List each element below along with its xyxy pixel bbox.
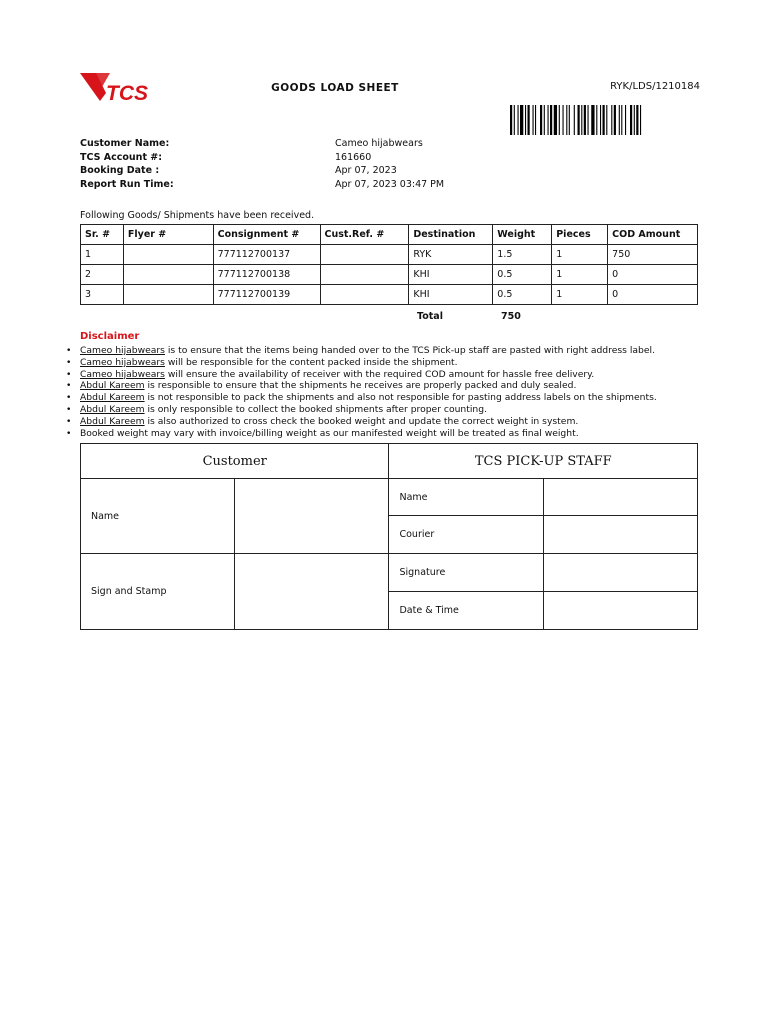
column-header: Destination bbox=[409, 225, 493, 245]
disclaimer-text: is not responsible to pack the shipments and also not responsible for pasting address labels on the shipments. bbox=[144, 392, 657, 404]
customer-heading: Customer bbox=[81, 444, 389, 479]
table-cell: KHI bbox=[409, 285, 493, 305]
table-cell: 0 bbox=[608, 285, 698, 305]
run-time-value: Apr 07, 2023 03:47 PM bbox=[335, 178, 445, 190]
customer-name-field bbox=[234, 479, 389, 554]
customer-sign-field bbox=[234, 554, 389, 630]
disclaimer-text: is to ensure that the items being handed over to the TCS Pick-up staff are pasted with right address label. bbox=[164, 345, 655, 356]
customer-name-value: Cameo hijabwears bbox=[335, 138, 423, 149]
table-row bbox=[81, 285, 698, 305]
column-header: Pieces bbox=[552, 225, 608, 245]
disclaimer-subject: Abdul Kareem bbox=[80, 380, 145, 392]
column-header: Flyer # bbox=[123, 225, 213, 245]
customer-sign-label: Sign and Stamp bbox=[81, 554, 235, 630]
account-label: TCS Account #: bbox=[80, 151, 163, 163]
table-cell: RYK bbox=[409, 245, 493, 265]
column-header: Weight bbox=[493, 225, 552, 245]
run-time-label: Report Run Time: bbox=[80, 178, 174, 190]
table-row bbox=[81, 245, 698, 265]
list-item bbox=[80, 428, 720, 440]
table-cell bbox=[320, 245, 409, 265]
disclaimer-title: Disclaimer bbox=[80, 331, 140, 342]
signoff-table bbox=[80, 443, 698, 630]
disclaimer-subject: Cameo hijabwears bbox=[80, 368, 165, 380]
table-cell: 3 bbox=[81, 285, 124, 305]
table-cell: 1 bbox=[81, 245, 124, 265]
list-item bbox=[80, 357, 720, 369]
staff-signature-label: Signature bbox=[389, 554, 544, 592]
logo-text: TCS bbox=[106, 82, 148, 105]
column-header: COD Amount bbox=[608, 225, 698, 245]
customer-info-values bbox=[335, 137, 444, 191]
total-value: 750 bbox=[501, 311, 521, 322]
list-item bbox=[80, 404, 720, 416]
document-reference: RYK/LDS/1210184 bbox=[610, 81, 700, 92]
table-cell: 777112700138 bbox=[213, 265, 320, 285]
list-item bbox=[80, 380, 720, 392]
table-cell bbox=[320, 285, 409, 305]
customer-name-label: Customer Name: bbox=[80, 138, 170, 149]
table-cell: 777112700137 bbox=[213, 245, 320, 265]
table-cell: 750 bbox=[608, 245, 698, 265]
staff-courier-field bbox=[544, 516, 698, 554]
staff-name-label: Name bbox=[389, 479, 544, 516]
table-cell: KHI bbox=[409, 265, 493, 285]
disclaimer-text: will ensure the availability of receiver with the required COD amount for hassle free delivery. bbox=[164, 368, 595, 380]
customer-name-label: Name bbox=[81, 479, 235, 554]
disclaimer-list bbox=[80, 345, 720, 439]
disclaimer-subject: Abdul Kareem bbox=[80, 403, 145, 415]
account-value: 161660 bbox=[335, 151, 372, 163]
list-item bbox=[80, 345, 720, 357]
table-row bbox=[81, 265, 698, 285]
disclaimer-subject: Cameo hijabwears bbox=[80, 345, 165, 356]
list-item bbox=[80, 392, 720, 404]
total-label: Total bbox=[417, 311, 443, 322]
table-cell: 0.5 bbox=[493, 285, 552, 305]
staff-heading: TCS PICK-UP STAFF bbox=[389, 444, 698, 479]
table-cell bbox=[123, 245, 213, 265]
page-title: GOODS LOAD SHEET bbox=[271, 82, 399, 94]
table-cell: 2 bbox=[81, 265, 124, 285]
list-item bbox=[80, 369, 720, 381]
table-cell bbox=[320, 265, 409, 285]
staff-courier-label: Courier bbox=[389, 516, 544, 554]
disclaimer-text: will be responsible for the content packed inside the shipment. bbox=[164, 356, 458, 368]
list-item bbox=[80, 416, 720, 428]
disclaimer-text: is also authorized to cross check the booked weight and update the correct weight in system. bbox=[144, 415, 579, 427]
table-cell: 0.5 bbox=[493, 265, 552, 285]
shipments-table bbox=[80, 224, 698, 305]
disclaimer-subject: Cameo hijabwears bbox=[80, 356, 165, 368]
disclaimer-subject: Abdul Kareem bbox=[80, 392, 145, 404]
column-header: Cust.Ref. # bbox=[320, 225, 409, 245]
column-header: Sr. # bbox=[81, 225, 124, 245]
table-cell: 777112700139 bbox=[213, 285, 320, 305]
disclaimer-text: is responsible to ensure that the shipments he receives are properly packed and duly sealed. bbox=[144, 380, 577, 392]
staff-datetime-field bbox=[544, 592, 698, 630]
disclaimer-text: Booked weight may vary with invoice/billing weight as our manifested weight will be treated as final weight. bbox=[80, 427, 579, 439]
table-cell: 1 bbox=[552, 245, 608, 265]
booking-date-value: Apr 07, 2023 bbox=[335, 165, 397, 176]
barcode bbox=[510, 105, 690, 135]
staff-datetime-label: Date & Time bbox=[389, 592, 544, 630]
customer-info-labels bbox=[80, 137, 174, 191]
disclaimer-subject: Abdul Kareem bbox=[80, 415, 145, 427]
booking-date-label: Booking Date : bbox=[80, 165, 160, 176]
staff-name-field bbox=[544, 479, 698, 516]
column-header: Consignment # bbox=[213, 225, 320, 245]
table-cell bbox=[123, 265, 213, 285]
table-cell: 1 bbox=[552, 285, 608, 305]
tcs-logo bbox=[80, 71, 160, 105]
staff-signature-field bbox=[544, 554, 698, 592]
intro-text: Following Goods/ Shipments have been received. bbox=[80, 210, 315, 221]
table-cell: 1.5 bbox=[493, 245, 552, 265]
table-cell: 0 bbox=[608, 265, 698, 285]
table-cell bbox=[123, 285, 213, 305]
table-cell: 1 bbox=[552, 265, 608, 285]
table-header-row bbox=[81, 225, 698, 245]
disclaimer-text: is only responsible to collect the booked shipments after proper counting. bbox=[144, 403, 487, 415]
